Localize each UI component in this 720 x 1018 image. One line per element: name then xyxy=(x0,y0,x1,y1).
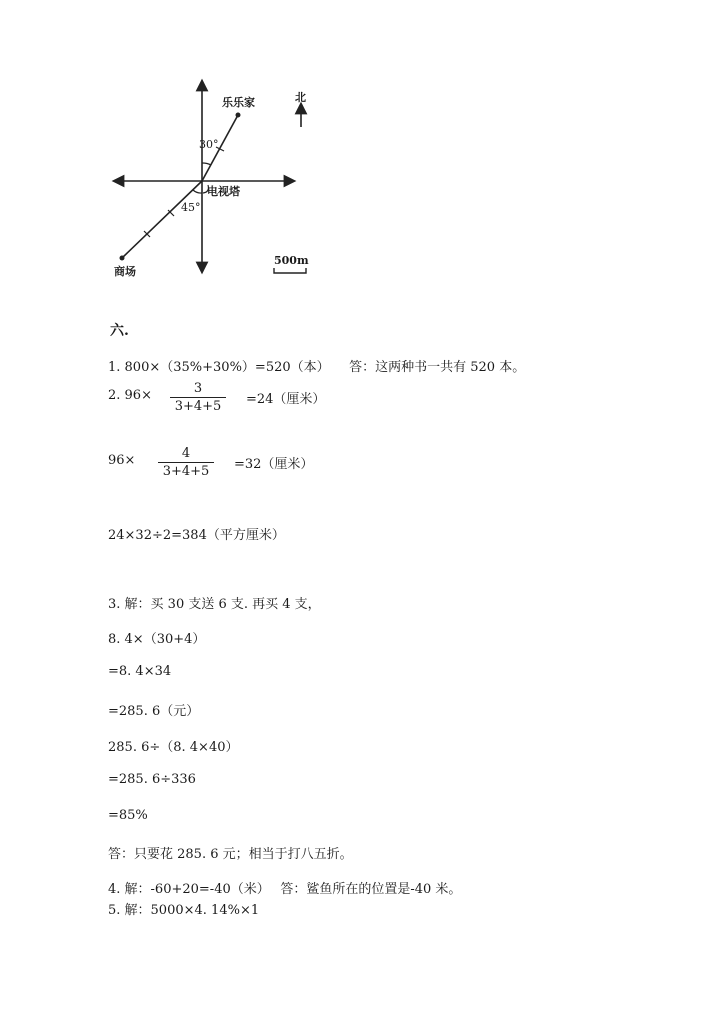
mall-label: 商场 xyxy=(114,265,136,278)
lele-home-label: 乐乐家 xyxy=(222,96,255,109)
question-3-line-4: =285. 6（元） xyxy=(108,704,200,719)
question-2-prefix: 2. 96× xyxy=(108,388,152,403)
question-3-line-3: =8. 4×34 xyxy=(108,664,172,679)
fraction-1-numerator: 3 xyxy=(193,381,203,396)
fraction-bar xyxy=(158,462,214,463)
north-label: 北 xyxy=(295,91,306,104)
direction-diagram xyxy=(0,0,720,300)
question-2-result-1: =24（厘米） xyxy=(246,392,326,407)
angle-arc-30 xyxy=(202,163,211,165)
lele-home-point xyxy=(236,113,241,118)
question-2-line3: 24×32÷2=384（平方厘米） xyxy=(108,528,285,543)
question-3-line-2: 8. 4×（30+4） xyxy=(108,632,206,647)
fraction-1 xyxy=(170,381,226,414)
question-2-line2-prefix: 96× xyxy=(108,453,136,468)
question-3-line-7: =85% xyxy=(108,808,148,823)
angle-arc-45 xyxy=(193,190,202,193)
fraction-1-denominator: 3+4+5 xyxy=(174,399,222,414)
fraction-2 xyxy=(158,446,214,479)
question-5-answer: 5. 解：5000×4. 14%×1 xyxy=(108,903,260,918)
question-3-line-6: =285. 6÷336 xyxy=(108,772,196,787)
angle-45-label: 45° xyxy=(181,201,201,214)
angle-30-label: 30° xyxy=(199,138,219,151)
scale-bar xyxy=(274,268,306,273)
question-4-answer: 4. 解：-60+20=-40（米） 答：鲨鱼所在的位置是-40 米。 xyxy=(108,882,462,897)
question-3-line-5: 285. 6÷（8. 4×40） xyxy=(108,740,239,755)
fraction-2-numerator: 4 xyxy=(181,446,191,461)
question-3-answer: 答：只要花 285. 6 元；相当于打八五折。 xyxy=(108,847,353,862)
scale-label: 500m xyxy=(274,254,309,267)
tv-tower-label: 电视塔 xyxy=(207,185,240,198)
question-2-result-2: =32（厘米） xyxy=(234,457,314,472)
line-to-mall xyxy=(122,181,202,258)
fraction-2-denominator: 3+4+5 xyxy=(162,464,210,479)
question-1-answer: 1. 800×（35%+30%）=520（本） 答：这两种书一共有 520 本。 xyxy=(108,360,526,375)
question-3-line-1: 3. 解：买 30 支送 6 支. 再买 4 支， xyxy=(108,597,321,612)
mall-point xyxy=(120,256,125,261)
fraction-bar xyxy=(170,397,226,398)
section-title: 六. xyxy=(110,323,129,339)
